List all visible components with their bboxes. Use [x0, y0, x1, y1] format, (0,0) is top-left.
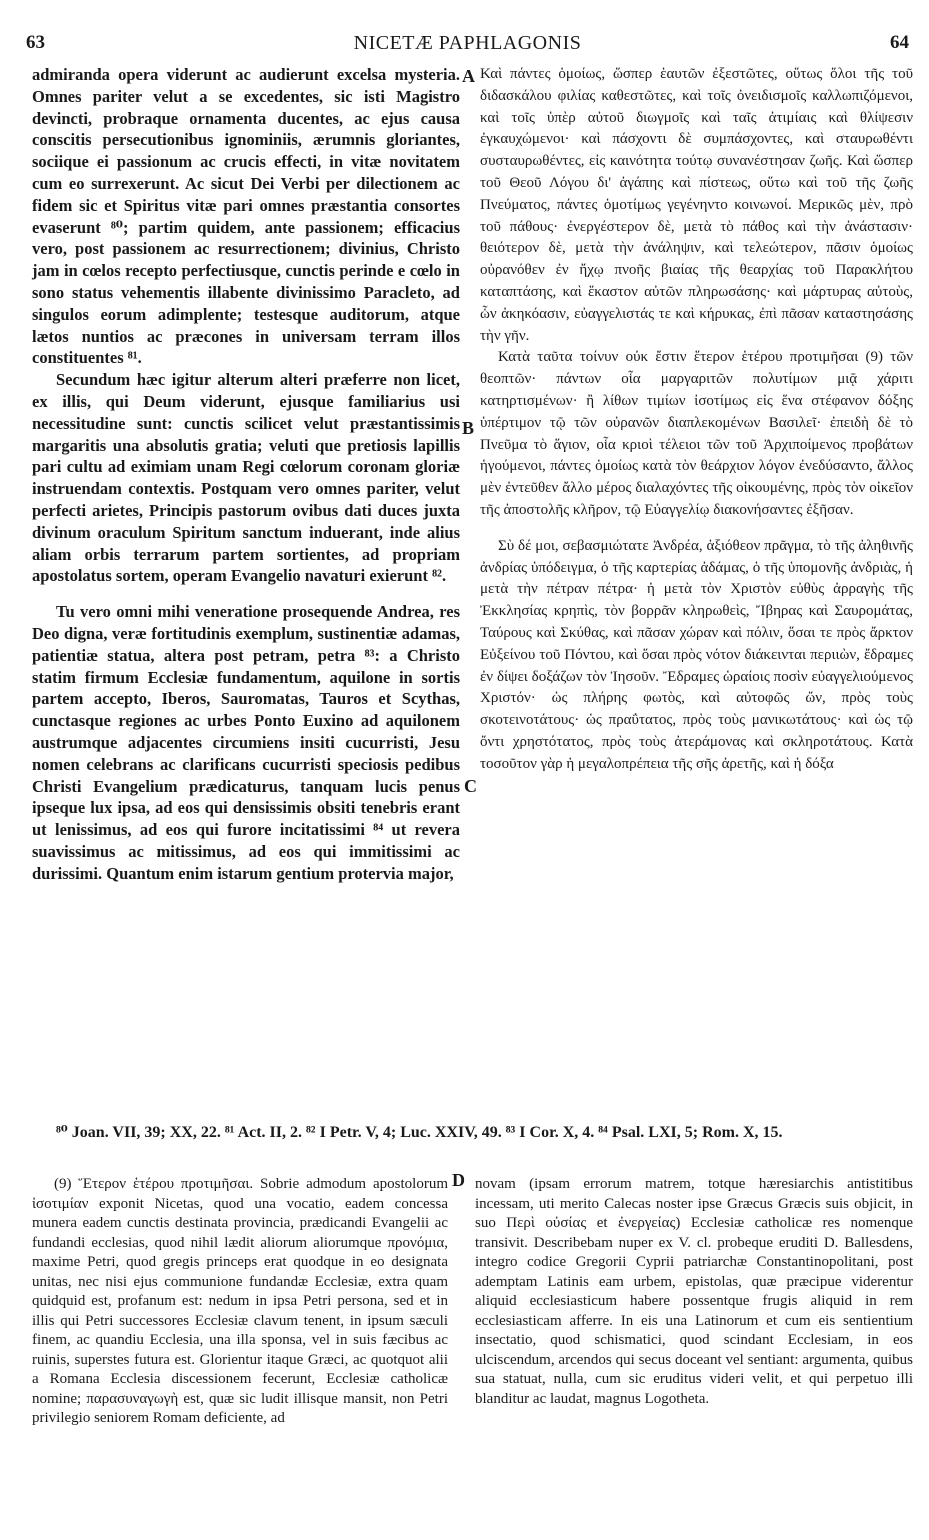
commentary-left [32, 1160, 448, 1444]
greek-paragraph: Καὶ πάντες ὁμοίως, ὥσπερ ἑαυτῶν ἐξεστῶτες, οὕτως ὅλοι τῆς τοῦ διδασκάλου φιλίας καθεστῶτες, καὶ τοῖς ὀνειδισμοῖς καλλωπιζόμενοι, καὶ τοῖς ὑπὲρ αὐτοῦ διωγμοῖς καὶ ταῖς ἀτιμίαις καὶ θλίψεσιν ἐγκαυχώμενοι· καὶ πάσχοντι δὲ συμπάσχοντες, καὶ σταυρωθέντι συσταυρωθέντες, εἰς καινότητα τούτῳ συνανέστησαν ζωῆς. Καὶ ὥσπερ τοῦ Θεοῦ Λόγου δι' ἀγάπης καὶ πίστεως, οὕτω καὶ τοῦ τῆς ζωῆς Πνεύματος, πάντες ὁμοτίμως γεγένηντο κοινωνοί. Μερικῶς μὲν, πρὸ τοῦ πάθους· ἐνεργέστερον δὲ, μετὰ τὸ πάθος καὶ τὴν ἀνάστασιν· θειότερον δὲ, μετὰ τὴν ἀνάληψιν, καὶ τελεώτερον, πᾶσιν ὁμοίως οὐρανόθεν ἐν ἤχῳ πνοῆς βιαίας τῆς θεαρχίας τοῦ Παρακλήτου καταπτάσης, καὶ ἕκαστον αὐτῶν πληρωσάσης· καὶ μάρτυρας αὐτοὺς, ὧν ἀκηκόασιν, εὐαγγελιστάς τε καὶ κήρυκας, ἐπὶ πᾶσαν καταστησάσης τὴν γῆν. [480, 66, 913, 344]
section-marker-b: B [462, 418, 475, 438]
page-number-right: 64 [890, 32, 909, 53]
latin-paragraph: Secundum hæc igitur alterum alteri præferre non licet, ex illis, qui Deum viderunt, ejusque familiarius usi necessitudine sunt: cunctis scilicet velut præstantissimis margaritis una absolutis gratia; veluti que pretiosis lapillis pari cultu ad eximiam unam Regi cœlorum coronam gloriæ instruendam contextis. Postquam vero omnes pariter, velut perfecti arietes, Principis pastorum ovibus dati duces juxta divinum oraculum Spiritum sanctum induerant, inde alius aliam orbis terrarum partem sortientes, ad propriam apostolatus sortem, operam Evangelio navaturi exierunt ⁸². [32, 370, 460, 586]
section-marker-d: D [452, 1170, 465, 1190]
section-marker-c: C [464, 776, 477, 796]
footnote-references: ⁸⁰ Joan. VII, 39; XX, 22. ⁸¹ Act. II, 2. ⁸² I Petr. V, 4; Luc. XXIV, 49. ⁸³ I Cor. X, 4. ⁸⁴ Psal. LXI, 5; Rom. X, 15. [56, 1124, 783, 1141]
greek-paragraph: Σὺ δέ μοι, σεβασμιώτατε Ἀνδρέα, ἀξιόθεον πρᾶγμα, τὸ τῆς ἀληθινῆς ἀνδρίας ὑπόδειγμα, ὁ τῆς καρτερίας ἀδάμας, ὁ τῆς ὑπομονῆς ἀνδριὰς, ἡ μετὰ τὴν πέτραν πέτρα· ἡ μετὰ τὸν Χριστὸν εὐθὺς ἀρραγὴς τῆς Ἐκκλησίας κρηπὶς, τὸν βορρᾶν κληρωθεὶς, Ἴβηρας καὶ Σαυρομάτας, Ταύρους καὶ Σκύθας, καὶ πᾶσαν χώραν καὶ πόλιν, ὅσαι τε πρὸς ἄρκτον Εὐξείνου τοῦ Πόντου, καὶ ὅσαι πρὸς νότον διάκεινται περιιὼν, ἔδραμες ἐν δίψει δοξάζων τὸν Ἰησοῦν. Ἔδραμες ὡραίοις ποσὶν εὐαγγελιούμενος Χριστόν· ὡς πλήρης φωτὸς, καὶ αὐτοφῶς ὤν, πρὸς τοὺς σκοτεινοτάτους· ὡς πραΰτατος, πρὸς τοὺς μανικωτάτους· καὶ ὡς τῷ ὄντι χρηστότατος, πρὸς τοὺς ἀτεράμονας καὶ σκληροτάτους. Κατὰ τοσοῦτον γὰρ ἡ μεγαλοπρέπεια τῆς σῆς ἀρετῆς, καὶ ἡ δόξα [480, 537, 913, 772]
section-marker-a: A [462, 66, 475, 86]
commentary-text: (9) Ἕτερον ἑτέρου προτιμῆσαι. Sobrie admodum apostolorum ἰσοτιμίαν exponit Nicetas, quod una vocatio, eadem concessa munera eadem cunctis destinata provincia, prædicandi Evangelii ac fundandi ecclesias, quod nihil lædit aliorum aliorumque προνόμια, maxime Petri, quod gregis princeps erat quodque in eo designata unitas, nec nisi ejus communione fundandæ Ecclesiæ, extra quam quidquid est, profanum est: nedum in ipsa Petri persona, sed et in illis qui Petri successores Ecclesiæ clavum tenent, in ipsum sæculi finem, ac quandiu Ecclesia, una illa sponsa, vel in suis fæcibus ac ruinis, superstes futura est. Glorientur itaque Græci, ac quotquot alii a Romana Ecclesia discessionem fecerunt, Ecclesiæ catholicæ nomine; παρασυναγωγὴ est, quæ sic ludit illisque mansit, non Petri privilegio seniorem Romam deficiente, ad [32, 1176, 448, 1426]
latin-paragraph: admiranda opera viderunt ac audierunt excelsa mysteria. Omnes pariter velut a se excedentes, sic isti Magistro devincti, probraque ornamenta ducentes, ac ejus causa conscitis persecutionibus ignominiis, ærumnis gloriantes, sociique ei passionum ac crucis effecti, in vitæ novitatem cum eo surrexerunt. Ac sicut Dei Verbi per dilectionem ac fidem sic et Spiritus vitæ pari omnes præstantia consortes evaserunt ⁸⁰; partim quidem, ante passionem; efficacius vero, post passionem ac resurrectionem; divinius, Christo jam in cœlos recepto perfectiusque, cunctis perinde e cœlo in sono status vehementis illabente divinissimo Paracleto, ad singulos eorum adimplente; testesque auditorum, atque lætos nuntios ac præcones in universam terram illos constituentes ⁸¹. [32, 65, 460, 368]
running-title: NICETÆ PAPHLAGONIS [353, 32, 582, 54]
greek-paragraph: Κατὰ ταῦτα τοίνυν οὐκ ἔστιν ἕτερον ἑτέρου προτιμῆσαι (9) τῶν θεοπτῶν· πάντων οἷα μαργαριτῶν πολυτίμων μιᾷ χάριτι κατηρτισμένων· ἢ λίθων τιμίων ἰσοτίμως εἰς ἕνα στέφανον δόξης ὑπέρτιμον τῷ τῶν οὐρανῶν διαπλεκομένων Βασιλεῖ· ἐπειδὴ δὲ τὸ Πνεῦμα τὸ ἅγιον, οἷα κριοὶ τέλειοι τῶν τοῦ Ἀρχιποίμενος προβάτων ἡγούμενοι, πάντες ὁμοίως κατὰ τὸν θεάρχιον λόγον ἐνεδύσαντο, ἄλλος μὲν ἐντεῦθεν ἄλλο μέρος διαλαχόντες τῆς οἰκουμένης, πρὸς τὸν οἰκεῖον τῆς ἀποστολῆς κλῆρον, τῷ Εὐαγγελίῳ διακονήσαντες ἐξῆσαν. [480, 349, 913, 518]
latin-paragraph: Tu vero omni mihi veneratione prosequende Andrea, res Deo digna, veræ fortitudinis exemplum, sustinentiæ adamas, patientiæ statua, altera post petram, petra ⁸³: a Christo statim firmum Ecclesiæ fundamentum, aquilone in sortis partem accepto, Iberos, Sauromatas, Tauros et Scythas, cunctasque regiones ac urbes Ponto Euxino ad aquilonem austrumque adjacentes circumiens insiti cucurristi, Jesu nomen celebrans ac clarificans cucurristi speciosis pedibus Christi Evangelium prædicaturus, tanquam lucis penus ipseque lux ipsa, ad eos qui densissimis obsiti tenebris erant ut lenissimus, ad eos qui furore incitatissimi ⁸⁴ ut revera suavissimus ac mitissimus, ad eos qui immitissimi ac durissimi. Quantum enim istarum gentium protervia major, [32, 602, 460, 883]
running-header [26, 32, 909, 60]
greek-column [480, 64, 913, 776]
latin-column [32, 64, 460, 884]
page-number-left: 63 [26, 32, 45, 53]
commentary-text: novam (ipsam errorum matrem, totque hæresiarchis antistitibus incessam, uti merito Calecas noster ipse Græcus Græcis suis objicit, in suo Περὶ οὐσίας et ἐνεργείας) Ecclesiæ catholicæ res nomenque transivit. Describebam nuper ex V. cl. probeque eruditi D. Ballesdens, integro codice Gregorii Cyprii patriarchæ Constantinopolitani, post ademptam Latinis eam urbem, epistolas, quæ præcipue viderentur aliquid ecclesiasticum habere possentque frugis aliquid in rem ecclesiasticam afferre. In eis una Latinorum et cum eis sentientium insectatio, quod schismatici, quod scindant Ecclesiam, in eos ulciscendum, arcendos qui secus doceant vel sentiant: argumenta, quibus sua statuat, nulla, cum sic eruditus videri velit, et qui perpetuo illi blanditur ac laudat, magnus Logotheta. [475, 1176, 913, 1407]
commentary-right [475, 1160, 913, 1424]
footnotes [32, 1106, 913, 1159]
